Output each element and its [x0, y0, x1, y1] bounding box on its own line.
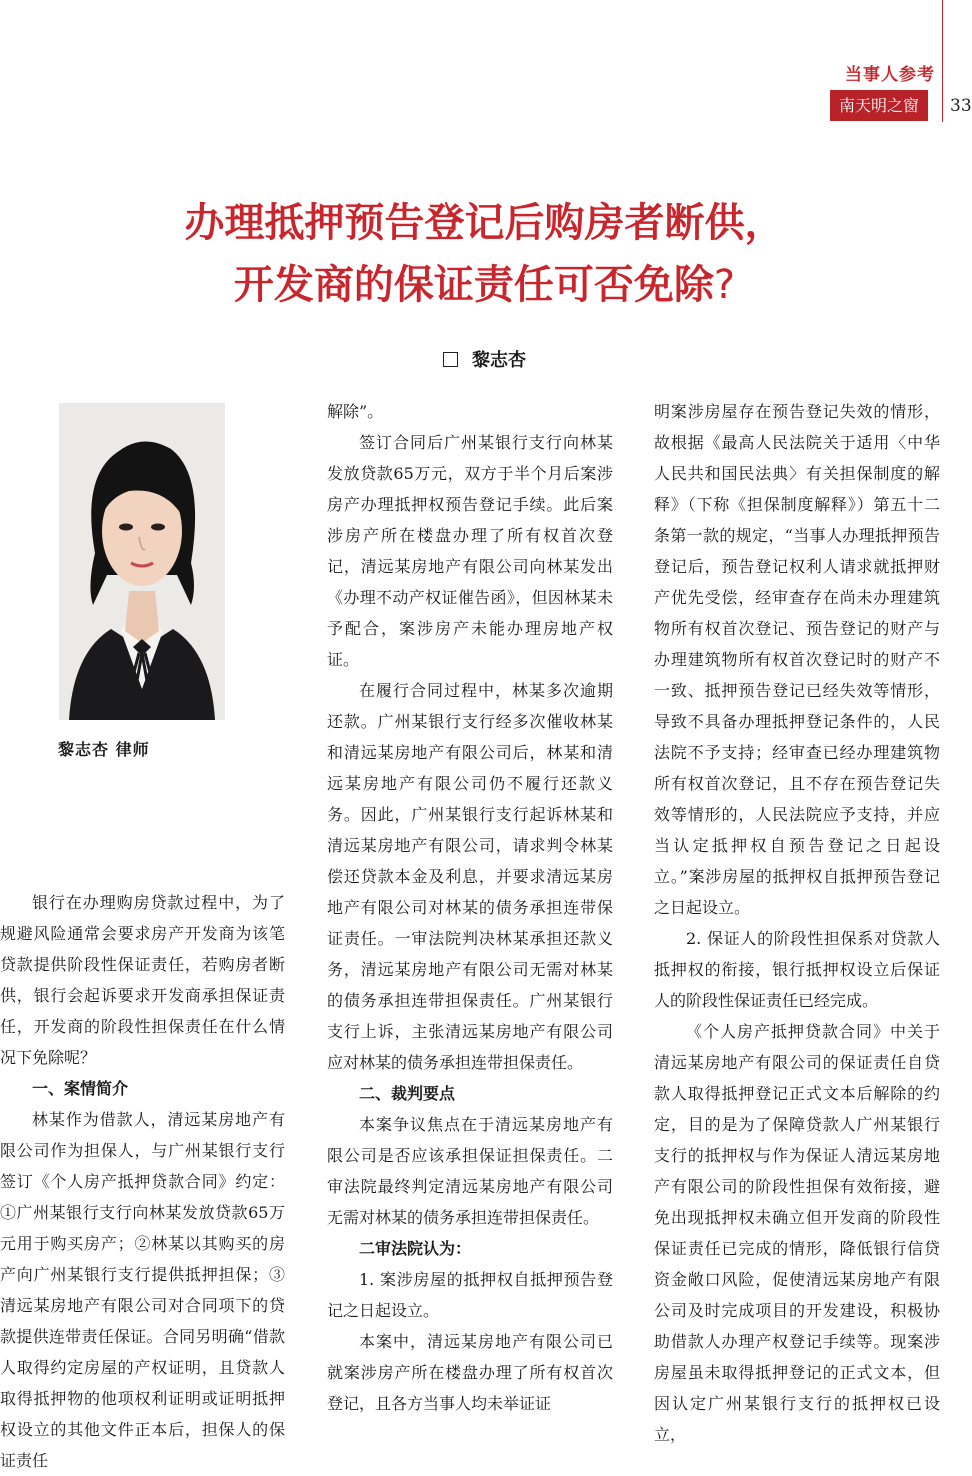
paragraph: 银行在办理购房贷款过程中，为了规避风险通常会要求房产开发商为该笔贷款提供阶段性保证责任，若购房者断供，银行会起诉要求开发商承担保证责任，开发商的阶段性担保责任在什么情况下免除呢？	[0, 893, 285, 1067]
paragraph: 林某作为借款人，清远某房地产有限公司作为担保人，与广州某银行支行签订《个人房产抵押贷款合同》约定：①广州某银行支行向林某发放贷款65万元用于购买房产；②林某以其购买的房产向广州某银行支行提供抵押担保；③清远某房地产有限公司对合同项下的贷款提供连带责任保证。合同另明确“借款人取得约定房屋的产权证明，且贷款人取得抵押物的他项权利证明或证明抵押权设立的其他文件正本后，担保人的保证责任	[0, 1110, 285, 1470]
paragraph: 解除”。	[327, 402, 384, 421]
author-name: 黎志杏	[472, 350, 526, 371]
title-line-2-text: 开发商的保证责任可否免除	[233, 262, 714, 308]
text-column-2	[327, 396, 613, 1419]
paragraph: 签订合同后广州某银行支行向林某发放贷款65万元，双方于半个月后案涉房产办理抵押权预告登记手续。此后案涉房产所在楼盘办理了所有权首次登记，清远某房地产有限公司向林某发出《办理不动产权证催告函》，但因林某未予配合，案涉房产未能办理房地产权证。	[327, 433, 613, 669]
header-rule	[942, 0, 943, 122]
column-name: 南天明之窗	[830, 90, 928, 121]
paragraph: 本案中，清远某房地产有限公司已就案涉房产所在楼盘办理了所有权首次登记，且各方当事人均未举证证	[327, 1332, 613, 1413]
paragraph: 明案涉房屋存在预告登记失效的情形，故根据《最高人民法院关于适用〈中华人民共和国民法典〉有关担保制度的解释》（下称《担保制度解释》）第五十二条第一款的规定，“当事人办理抵押预告登记后，预告登记权利人请求就抵押财产优先受偿，经审查存在尚未办理建筑物所有权首次登记、预告登记的财产与办理建筑物所有权首次登记时的财产不一致、抵押预告登记已经失效等情形，导致不具备办理抵押登记条件的，人民法院不予支持；经审查已经办理建筑物所有权首次登记，且不存在预告登记失效等情形的，人民法院应予支持，并应当认定抵押权自预告登记之日起设立。”案涉房屋的抵押权自抵押预告登记之日起设立。	[654, 402, 940, 917]
title-line-2	[0, 254, 969, 316]
title-question-mark: ?	[713, 262, 736, 308]
paragraph: 2. 保证人的阶段性担保系对贷款人抵押权的衔接，银行抵押权设立后保证人的阶段性保证责任已经完成。	[654, 929, 940, 1010]
page-number: 33	[950, 96, 972, 116]
paragraph: 在履行合同过程中，林某多次逾期还款。广州某银行支行经多次催收林某和清远某房地产有限公司后，林某和清远某房地产有限公司仍不履行还款义务。因此，广州某银行支行起诉林某和清远某房地产有限公司，请求判令林某偿还贷款本金及利息，并要求清远某房地产有限公司对林某的债务承担连带保证责任。一审法院判决林某承担还款义务，清远某房地产有限公司无需对林某的债务承担连带担保责任。广州某银行支行上诉，主张清远某房地产有限公司应对林某的债务承担连带担保责任。	[327, 681, 613, 1072]
section-heading: 二、裁判要点	[359, 1084, 456, 1103]
sub-heading: 二审法院认为：	[359, 1239, 472, 1258]
article-title	[0, 192, 969, 316]
photo-caption: 黎志杏 律师	[58, 740, 150, 759]
section-title: 当事人参考	[845, 65, 935, 85]
title-line-1: 办理抵押预告登记后购房者断供，	[184, 200, 785, 246]
author-portrait-image	[59, 403, 225, 720]
paragraph: 1. 案涉房屋的抵押权自抵押预告登记之日起设立。	[327, 1270, 613, 1320]
text-column-3	[654, 396, 940, 1450]
paragraph: 《个人房产抵押贷款合同》中关于清远某房地产有限公司的保证责任自贷款人取得抵押登记正式文本后解除的约定，目的是为了保障贷款人广州某银行支行的抵押权与作为保证人清远某房地产有限公司的阶段性担保有效衔接，避免出现抵押权未确立但开发商的阶段性保证责任已完成的情形，降低银行信贷资金敞口风险，促使清远某房地产有限公司及时完成项目的开发建设，积极协助借款人办理产权登记手续等。现案涉房屋虽未取得抵押登记的正式文本，但因认定广州某银行支行的抵押权已设立，	[654, 1022, 940, 1444]
square-icon	[443, 352, 458, 367]
paragraph: 本案争议焦点在于清远某房地产有限公司是否应该承担保证担保责任。二审法院最终判定清远某房地产有限公司无需对林某的债务承担连带担保责任。	[327, 1115, 613, 1227]
author-photo	[59, 403, 225, 720]
section-heading: 一、案情简介	[32, 1079, 129, 1098]
text-column-1	[0, 887, 285, 1476]
byline	[0, 346, 969, 372]
